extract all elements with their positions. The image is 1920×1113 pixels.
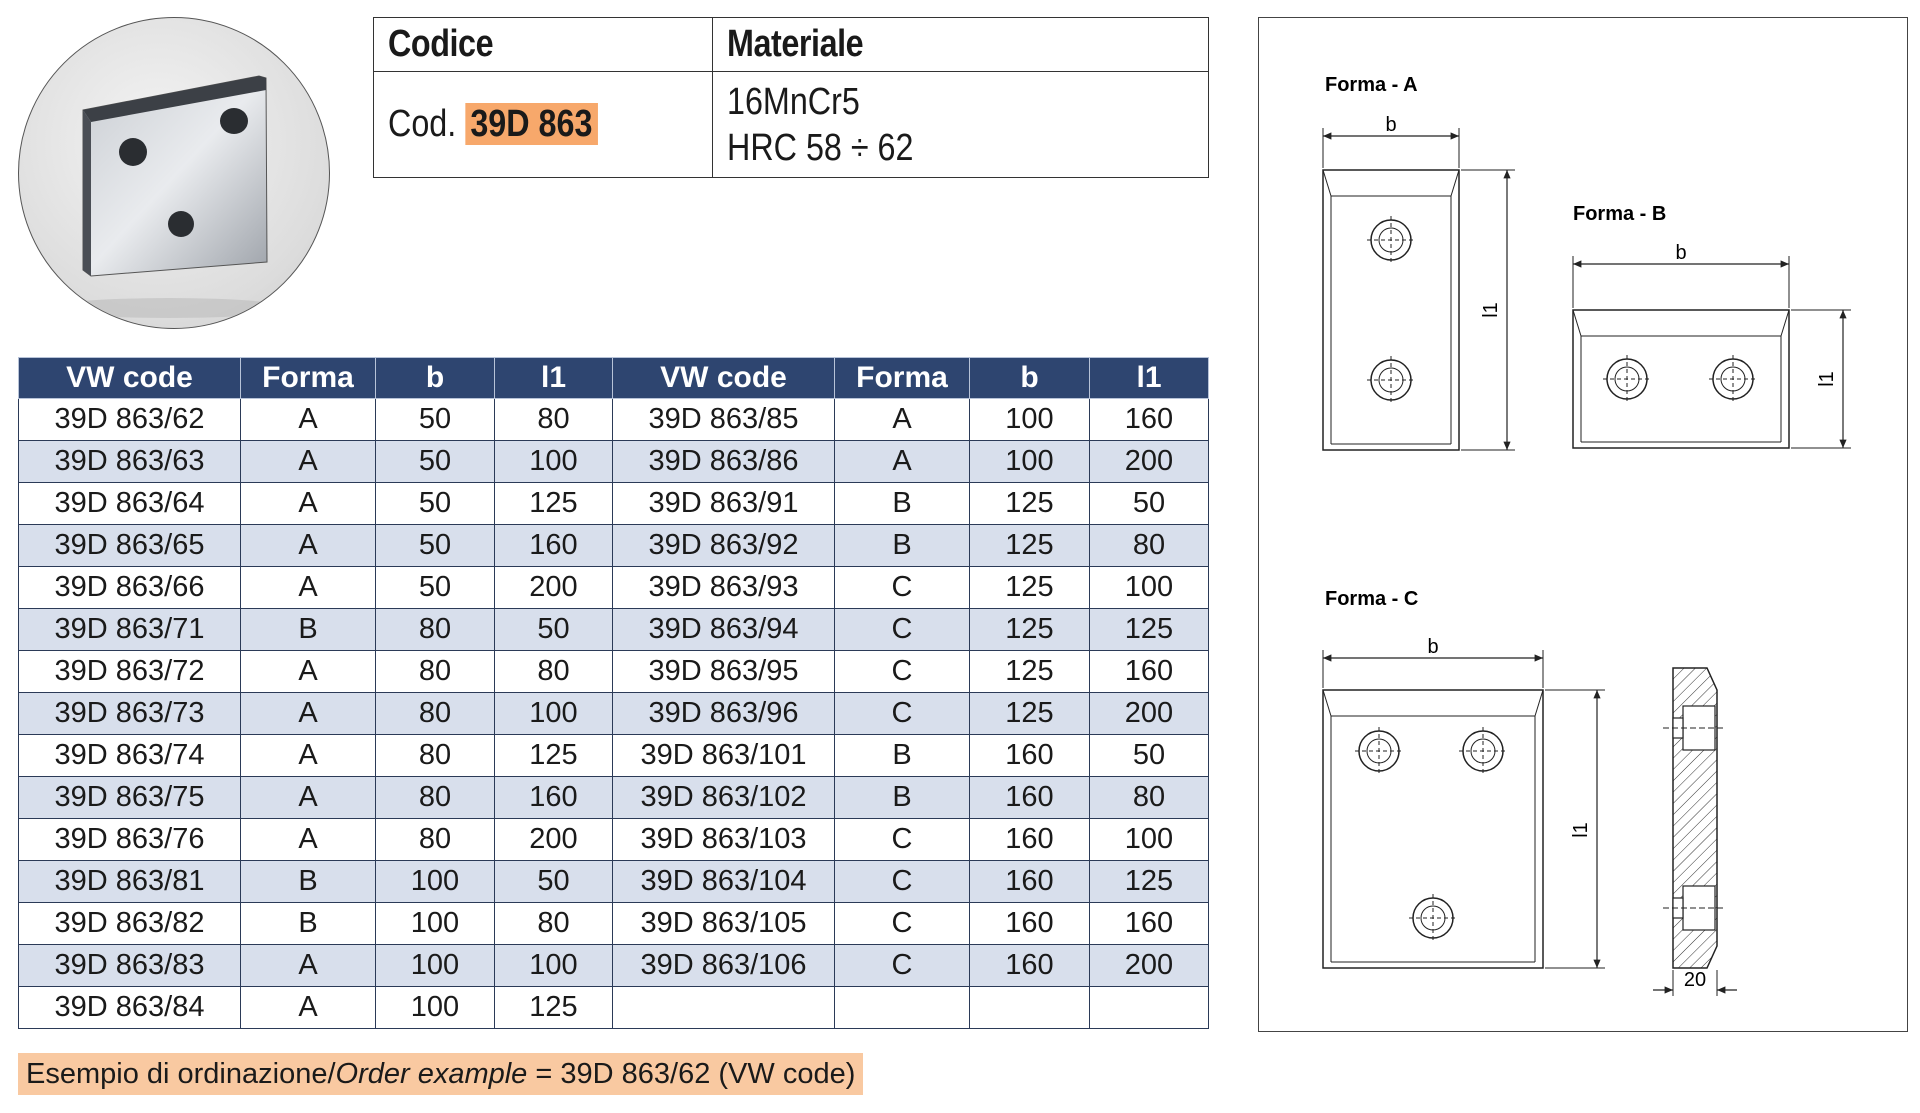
table-cell: 125: [970, 609, 1090, 651]
forma-c-plate: [1323, 690, 1543, 968]
table-cell: A: [241, 441, 376, 483]
forma-a-hole-2: [1367, 356, 1415, 404]
section-dim-20: 20: [1683, 969, 1707, 991]
table-cell: 39D 863/74: [19, 735, 241, 777]
table-cell: 80: [1090, 777, 1209, 819]
table-cell: 39D 863/104: [613, 861, 835, 903]
table-cell: 200: [1090, 441, 1209, 483]
table-cell: 125: [970, 525, 1090, 567]
forma-c-section-view: [1653, 668, 1737, 996]
table-cell: B: [835, 525, 970, 567]
table-cell: A: [835, 399, 970, 441]
table-cell: 80: [495, 903, 613, 945]
table-cell: 125: [970, 483, 1090, 525]
table-cell: 125: [970, 651, 1090, 693]
table-cell: 80: [1090, 525, 1209, 567]
table-row: [19, 861, 1209, 903]
table-cell: B: [241, 861, 376, 903]
table-cell: 39D 863/86: [613, 441, 835, 483]
table-cell: 100: [495, 693, 613, 735]
forma-c-hole-2: [1459, 727, 1507, 775]
table-cell: 160: [970, 735, 1090, 777]
table-cell: 80: [376, 693, 495, 735]
plate-image: [19, 18, 329, 328]
table-cell: 39D 863/101: [613, 735, 835, 777]
table-cell: 39D 863/85: [613, 399, 835, 441]
table-cell: 125: [495, 735, 613, 777]
table-row: [19, 483, 1209, 525]
table-row: [19, 945, 1209, 987]
table-cell: 125: [1090, 861, 1209, 903]
table-cell: 39D 863/103: [613, 819, 835, 861]
table-cell: B: [835, 483, 970, 525]
table-cell: A: [241, 525, 376, 567]
table-row: [19, 903, 1209, 945]
table-cell: 125: [1090, 609, 1209, 651]
table-cell: 39D 863/64: [19, 483, 241, 525]
table-cell: 125: [495, 987, 613, 1029]
table-cell: 160: [970, 945, 1090, 987]
table-cell: 100: [376, 903, 495, 945]
table-cell: 39D 863/66: [19, 567, 241, 609]
table-cell: B: [241, 609, 376, 651]
table-cell: A: [241, 735, 376, 777]
table-cell: 80: [376, 609, 495, 651]
cod-prefix: Cod.: [388, 103, 457, 145]
table-cell: 39D 863/96: [613, 693, 835, 735]
table-cell: 100: [376, 987, 495, 1029]
material-cell: [713, 72, 1209, 178]
table-cell: 80: [376, 777, 495, 819]
table-row: [19, 651, 1209, 693]
table-cell: 39D 863/75: [19, 777, 241, 819]
table-row: [19, 525, 1209, 567]
table-cell: 39D 863/91: [613, 483, 835, 525]
table-cell: 160: [1090, 903, 1209, 945]
table-cell: 160: [970, 903, 1090, 945]
table-cell: 39D 863/73: [19, 693, 241, 735]
table-cell: 160: [495, 777, 613, 819]
table-cell: 50: [376, 483, 495, 525]
forma-b-hole-2: [1709, 355, 1757, 403]
table-cell: 100: [495, 945, 613, 987]
table-cell: 100: [1090, 567, 1209, 609]
forma-c-dim-b: b: [1427, 636, 1439, 658]
forma-a-dim-b: b: [1385, 114, 1397, 136]
column-header: b: [970, 358, 1090, 399]
table-row: [19, 819, 1209, 861]
order-example: [18, 1053, 863, 1095]
table-cell: [613, 987, 835, 1029]
technical-drawings: [1258, 17, 1908, 1032]
product-photo: [18, 17, 330, 329]
table-cell: 39D 863/81: [19, 861, 241, 903]
material-hardness: HRC 58 ÷ 62: [727, 126, 914, 169]
table-row: [19, 567, 1209, 609]
column-header: Forma: [835, 358, 970, 399]
forma-b-dim-l1: l1: [1816, 371, 1838, 387]
table-cell: 80: [376, 819, 495, 861]
forma-a-label: Forma - A: [1325, 74, 1418, 96]
table-cell: 50: [376, 567, 495, 609]
table-cell: 39D 863/62: [19, 399, 241, 441]
table-cell: 39D 863/65: [19, 525, 241, 567]
table-cell: 39D 863/84: [19, 987, 241, 1029]
table-cell: 50: [1090, 483, 1209, 525]
table-cell: 80: [376, 735, 495, 777]
table-cell: 200: [1090, 945, 1209, 987]
table-cell: 39D 863/94: [613, 609, 835, 651]
table-cell: 100: [970, 399, 1090, 441]
column-header: Forma: [241, 358, 376, 399]
table-cell: 200: [495, 567, 613, 609]
table-cell: A: [241, 819, 376, 861]
table-cell: 39D 863/92: [613, 525, 835, 567]
table-cell: [835, 987, 970, 1029]
table-cell: C: [835, 819, 970, 861]
table-row: [19, 441, 1209, 483]
table-cell: 125: [495, 483, 613, 525]
table-cell: C: [835, 861, 970, 903]
table-header-row: [19, 358, 1209, 399]
table-cell: 100: [495, 441, 613, 483]
column-header: l1: [1090, 358, 1209, 399]
table-cell: 39D 863/105: [613, 903, 835, 945]
table-cell: 39D 863/63: [19, 441, 241, 483]
table-cell: 160: [495, 525, 613, 567]
table-cell: A: [241, 483, 376, 525]
table-cell: 100: [376, 861, 495, 903]
table-cell: 125: [970, 693, 1090, 735]
forma-b-label: Forma - B: [1573, 203, 1667, 225]
table-cell: 50: [376, 399, 495, 441]
table-cell: C: [835, 567, 970, 609]
table-cell: C: [835, 945, 970, 987]
table-cell: 160: [970, 819, 1090, 861]
forma-b-hole-1: [1603, 355, 1651, 403]
table-cell: [970, 987, 1090, 1029]
table-cell: 50: [376, 525, 495, 567]
codice-header: Codice: [374, 18, 713, 72]
forma-a-plate: [1323, 170, 1459, 450]
table-cell: 39D 863/71: [19, 609, 241, 651]
table-body: [19, 399, 1209, 1029]
table-cell: 125: [970, 567, 1090, 609]
table-cell: A: [241, 567, 376, 609]
table-cell: 80: [376, 651, 495, 693]
table-cell: 200: [495, 819, 613, 861]
column-header: b: [376, 358, 495, 399]
table-cell: 39D 863/106: [613, 945, 835, 987]
table-row: [19, 777, 1209, 819]
forma-c-hole-3: [1409, 894, 1457, 942]
table-cell: 50: [495, 861, 613, 903]
cod-value: 39D 863: [465, 103, 597, 145]
table-row: [19, 735, 1209, 777]
forma-c-hole-1: [1355, 727, 1403, 775]
table-cell: 39D 863/102: [613, 777, 835, 819]
table-cell: 100: [376, 945, 495, 987]
table-cell: 50: [495, 609, 613, 651]
vw-code-table: [18, 357, 1209, 1029]
forma-c-label: Forma - C: [1325, 588, 1419, 610]
table-cell: 39D 863/83: [19, 945, 241, 987]
table-cell: B: [835, 777, 970, 819]
table-cell: C: [835, 903, 970, 945]
table-cell: A: [241, 651, 376, 693]
table-cell: A: [241, 945, 376, 987]
table-cell: 50: [1090, 735, 1209, 777]
table-cell: 100: [1090, 819, 1209, 861]
table-cell: 100: [970, 441, 1090, 483]
table-cell: 160: [970, 861, 1090, 903]
order-example-suffix: = 39D 863/62 (VW code): [527, 1058, 856, 1090]
code-cell: [374, 72, 713, 178]
table-row: [19, 987, 1209, 1029]
table-row: [19, 399, 1209, 441]
forma-a-hole-1: [1367, 216, 1415, 264]
table-cell: A: [835, 441, 970, 483]
forma-a-dim-l1: l1: [1480, 302, 1502, 318]
table-cell: C: [835, 651, 970, 693]
table-cell: 39D 863/76: [19, 819, 241, 861]
column-header: VW code: [19, 358, 241, 399]
order-example-prefix: Esempio di ordinazione/: [26, 1058, 336, 1090]
table-cell: A: [241, 693, 376, 735]
table-cell: 80: [495, 651, 613, 693]
materiale-header: Materiale: [713, 18, 1209, 72]
order-example-italic: Order example: [335, 1058, 528, 1090]
table-cell: C: [835, 693, 970, 735]
forma-b-dim-b: b: [1675, 242, 1687, 264]
table-cell: [1090, 987, 1209, 1029]
table-row: [19, 693, 1209, 735]
table-cell: 160: [1090, 651, 1209, 693]
table-cell: 39D 863/95: [613, 651, 835, 693]
table-cell: 80: [495, 399, 613, 441]
table-cell: 160: [970, 777, 1090, 819]
material-grade: 16MnCr5: [727, 80, 860, 123]
table-cell: B: [241, 903, 376, 945]
table-cell: 39D 863/82: [19, 903, 241, 945]
table-cell: A: [241, 399, 376, 441]
table-cell: A: [241, 777, 376, 819]
table-cell: 39D 863/72: [19, 651, 241, 693]
column-header: l1: [495, 358, 613, 399]
code-material-table: [373, 17, 1209, 178]
forma-c-dim-l1: l1: [1570, 822, 1592, 838]
table-cell: B: [835, 735, 970, 777]
table-cell: 160: [1090, 399, 1209, 441]
table-cell: 39D 863/93: [613, 567, 835, 609]
table-cell: C: [835, 609, 970, 651]
table-cell: 200: [1090, 693, 1209, 735]
table-row: [19, 609, 1209, 651]
table-cell: A: [241, 987, 376, 1029]
column-header: VW code: [613, 358, 835, 399]
table-cell: 50: [376, 441, 495, 483]
